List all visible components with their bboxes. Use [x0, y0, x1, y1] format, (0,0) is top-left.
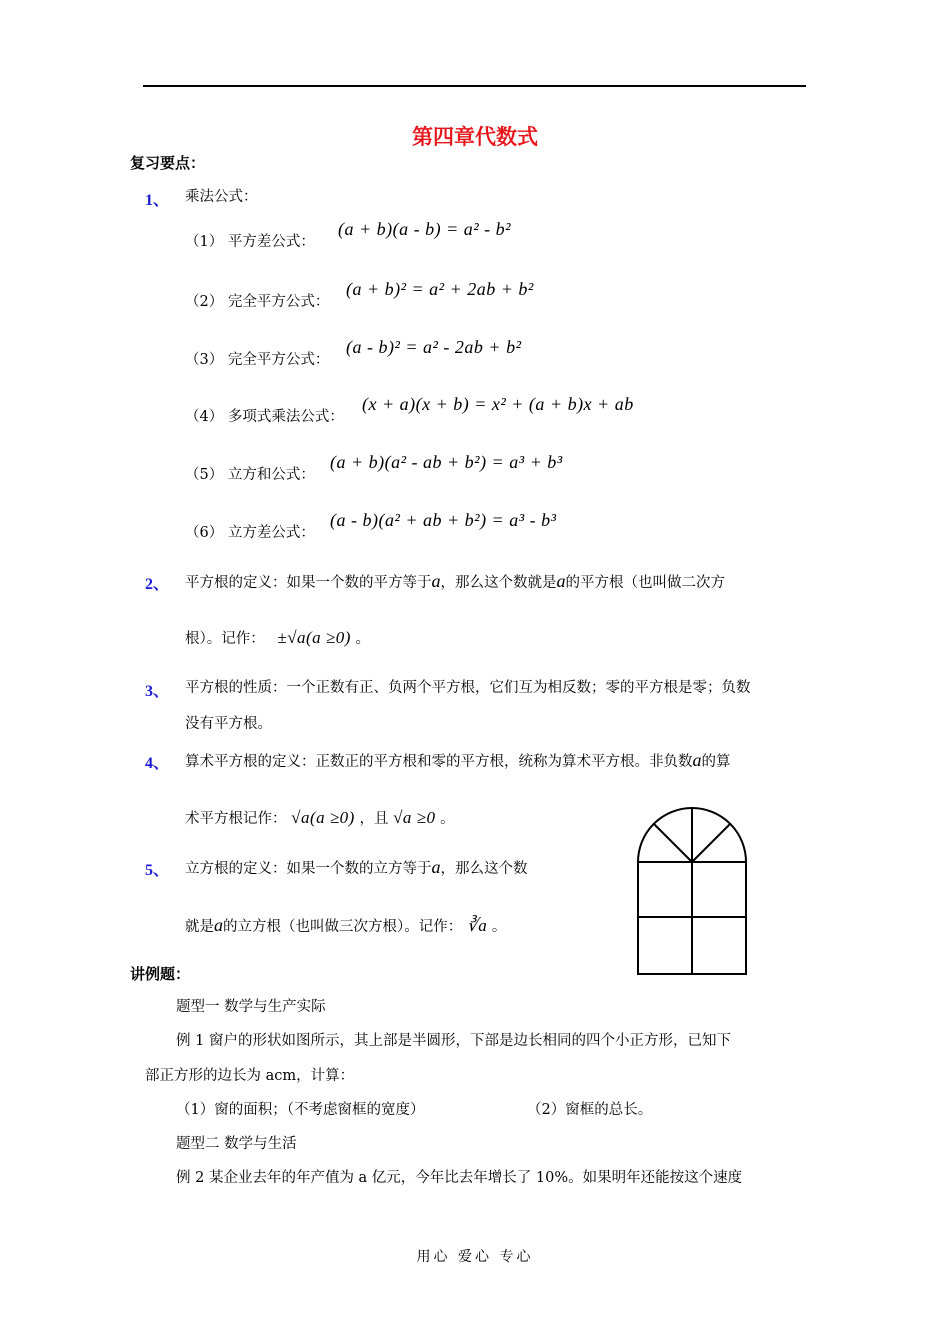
formula-3-label: （3） 完全平方公式：: [185, 352, 330, 368]
formula-5-expr: (a + b)(a² - ab + b²) = a³ + b³: [330, 452, 563, 472]
formula-6-expr: (a - b)(a² + ab + b²) = a³ - b³: [330, 510, 557, 530]
example-1-line1: 例 1 窗户的形状如图所示，其上部是半圆形，下部是边长相同的四个小正方形，已知下: [176, 1033, 731, 1049]
point-2-text-a: 平方根的定义：如果一个数的平方等于: [185, 575, 432, 591]
variable-a: a: [692, 750, 702, 770]
example-1-question-1: （1）窗的面积；（不考虑窗框的宽度）: [176, 1102, 425, 1118]
window-figure: [630, 790, 750, 980]
point-2-number: 2、: [145, 576, 170, 593]
formula-4-expr: (x + a)(x + b) = x² + (a + b)x + ab: [362, 394, 634, 414]
point-2-line2: [185, 628, 370, 649]
point-4-number: 4、: [145, 755, 170, 772]
formula-3-expr: (a - b)² = a² - 2ab + b²: [346, 337, 522, 357]
point-4-mid: ，且: [359, 811, 389, 827]
example-1-line2: 部正方形的边长为 acm，计算：: [145, 1068, 355, 1084]
variable-a: a: [214, 915, 223, 935]
examples-heading: 讲例题：: [130, 965, 191, 983]
point-5-text-end: ，那么这个数: [440, 861, 528, 877]
window-left-spoke: [654, 824, 692, 862]
point-5-text-b: 的立方根（也叫做三次方根）。记作：: [223, 919, 463, 935]
point-5-line2: [185, 915, 506, 937]
point-3-number: 3、: [145, 683, 170, 700]
point-4-formula-2: √a ≥0: [393, 808, 436, 827]
variable-a: a: [431, 857, 441, 877]
point-3-line1: 平方根的性质：一个正数有正、负两个平方根，它们互为相反数；零的平方根是零；负数: [185, 680, 751, 696]
point-2-notation-label: 根）。记作：: [185, 631, 265, 647]
point-2-text-b: ，那么这个数就是: [440, 575, 557, 591]
point-5-text-a: 就是: [185, 919, 214, 935]
point-4-formula-1: √a(a ≥0): [291, 808, 355, 827]
point-1-number: 1、: [145, 192, 170, 209]
example-1-question-2: （2）窗框的总长。: [527, 1102, 653, 1118]
point-5-formula: ∛a: [466, 916, 488, 935]
point-2-formula: ±√a(a ≥0): [277, 628, 351, 647]
point-5-text: 立方根的定义：如果一个数的立方等于: [185, 861, 432, 877]
point-4-line1: [185, 750, 731, 772]
point-2-line1: [185, 571, 725, 593]
point-4-notation-label: 术平方根记作：: [185, 811, 287, 827]
point-2-end: 。: [355, 631, 371, 647]
point-5-end: 。: [491, 919, 507, 935]
point-4-end: 。: [440, 811, 455, 827]
variable-a: a: [431, 571, 441, 591]
point-2-text-c: 的平方根（也叫做二次方: [565, 575, 725, 591]
example-type-2: 题型二 数学与生活: [176, 1136, 297, 1152]
point-4-text: 算术平方根的定义：正数正的平方根和零的平方根，统称为算术平方根。非负数: [185, 754, 693, 770]
formula-2-expr: (a + b)² = a² + 2ab + b²: [346, 279, 534, 299]
formula-1-label: （1） 平方差公式：: [185, 234, 315, 250]
point-3-line2: 没有平方根。: [185, 716, 272, 732]
variable-a: a: [556, 571, 566, 591]
page-title: 第四章代数式: [412, 125, 538, 149]
window-right-spoke: [692, 824, 730, 862]
review-heading: 复习要点：: [130, 154, 206, 172]
formula-4-label: （4） 多项式乘法公式：: [185, 409, 344, 425]
point-4-line2: [185, 808, 455, 829]
formula-2-label: （2） 完全平方公式：: [185, 294, 330, 310]
example-2-line1: 例 2 某企业去年的年产值为 a 亿元，今年比去年增长了 10%。如果明年还能按这个速度: [176, 1170, 743, 1186]
example-type-1: 题型一 数学与生产实际: [176, 999, 326, 1015]
point-4-text-end: 的算: [701, 754, 731, 770]
point-1-text: 乘法公式：: [185, 189, 258, 205]
header-rule: [143, 85, 806, 87]
formula-1-expr: (a + b)(a - b) = a² - b²: [338, 219, 512, 239]
formula-6-label: （6） 立方差公式：: [185, 525, 315, 541]
point-5-line1: [185, 857, 528, 879]
formula-5-label: （5） 立方和公式：: [185, 467, 315, 483]
point-5-number: 5、: [145, 862, 170, 879]
page-footer: 用心 爱心 专心: [416, 1249, 534, 1265]
